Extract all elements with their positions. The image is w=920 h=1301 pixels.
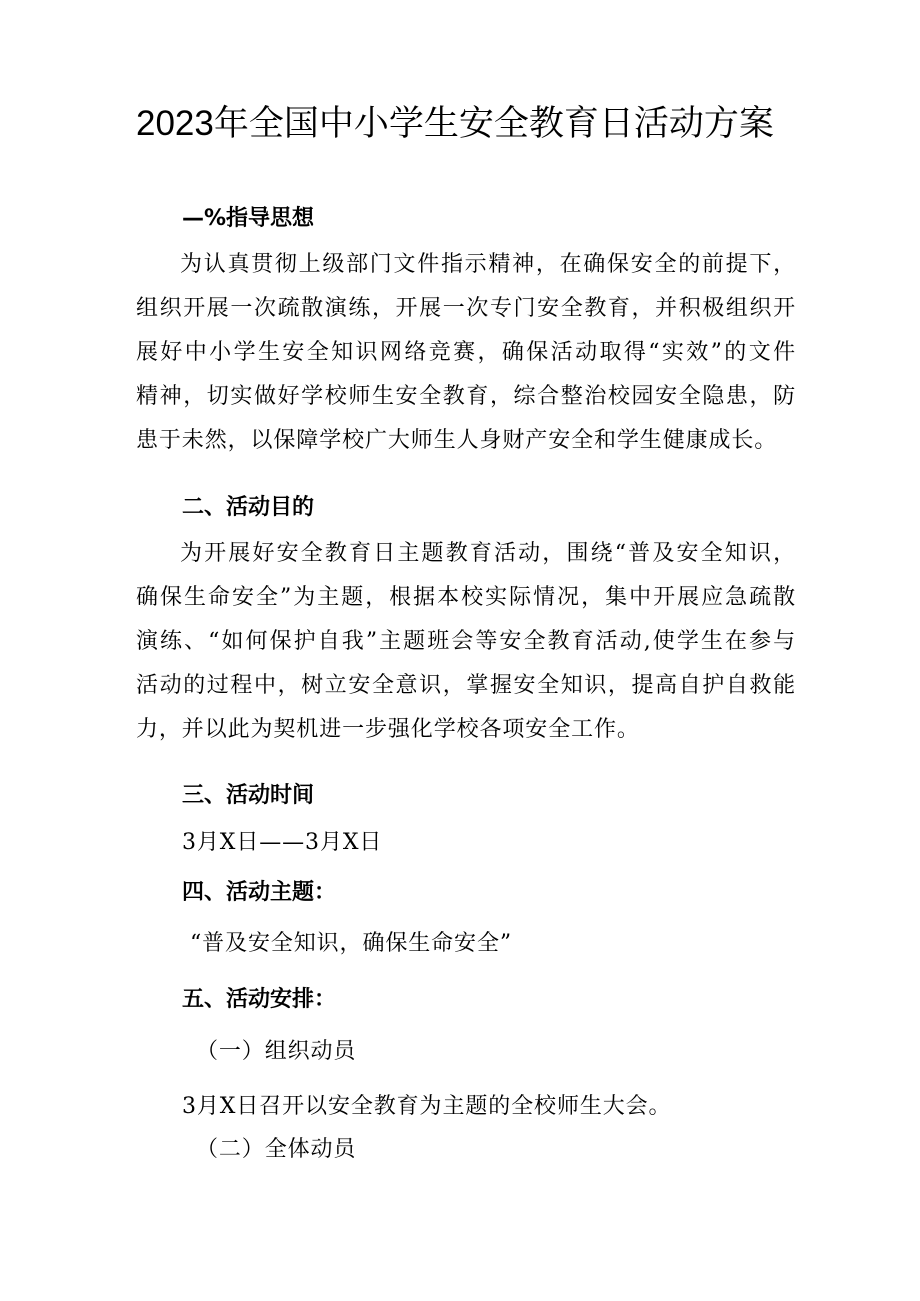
paragraph-line: 为开展好安全教育日主题教育活动，围绕“普及安全知识， <box>180 541 796 566</box>
paragraph-activity-purpose <box>136 532 796 752</box>
activity-time-text: 3月X日——3月X日 <box>182 830 383 855</box>
paragraph-line: 演练、“如何保护自我”主题班会等安全教育活动,使学生在参与 <box>136 629 796 654</box>
section-heading-activity-purpose: 二、活动目的 <box>182 495 315 520</box>
document-title: 2023年全国中小学生安全教育日活动方案 <box>136 104 774 143</box>
subsection-title-full-mobilization: （二）全体动员 <box>196 1137 357 1162</box>
section-heading-activity-arrangement: 五、活动安排： <box>182 987 337 1012</box>
paragraph-line: 患于未然，以保障学校广大师生人身财产安全和学生健康成长。 <box>136 428 778 453</box>
section-heading-activity-time: 三、活动时间 <box>182 783 315 808</box>
paragraph-line: 为认真贯彻上级部门文件指示精神，在确保安全的前提下， <box>180 252 796 277</box>
paragraph-line: 展好中小学生安全知识网络竞赛，确保活动取得“实效”的文件 <box>136 340 796 365</box>
section-heading-activity-theme: 四、活动主题： <box>182 880 337 905</box>
paragraph-guiding-ideology <box>136 243 796 463</box>
activity-theme-text: “普及安全知识，确保生命安全” <box>190 931 512 956</box>
paragraph-line: 精神，切实做好学校师生安全教育，综合整治校园安全隐患，防 <box>136 384 796 409</box>
paragraph-line: 力，并以此为契机进一步强化学校各项安全工作。 <box>136 717 640 742</box>
subsection-title-mobilization: （一）组织动员 <box>196 1039 357 1064</box>
paragraph-line: 确保生命安全”为主题，根据本校实际情况，集中开展应急疏散 <box>136 585 796 610</box>
mobilization-text: 3月X日召开以安全教育为主题的全校师生大会。 <box>182 1094 672 1119</box>
paragraph-line: 活动的过程中，树立安全意识，掌握安全知识，提高自护自救能 <box>136 673 796 698</box>
paragraph-line: 组织开展一次疏散演练，开展一次专门安全教育，并积极组织开 <box>136 296 796 321</box>
section-heading-guiding-ideology: —%指导思想 <box>182 206 315 231</box>
